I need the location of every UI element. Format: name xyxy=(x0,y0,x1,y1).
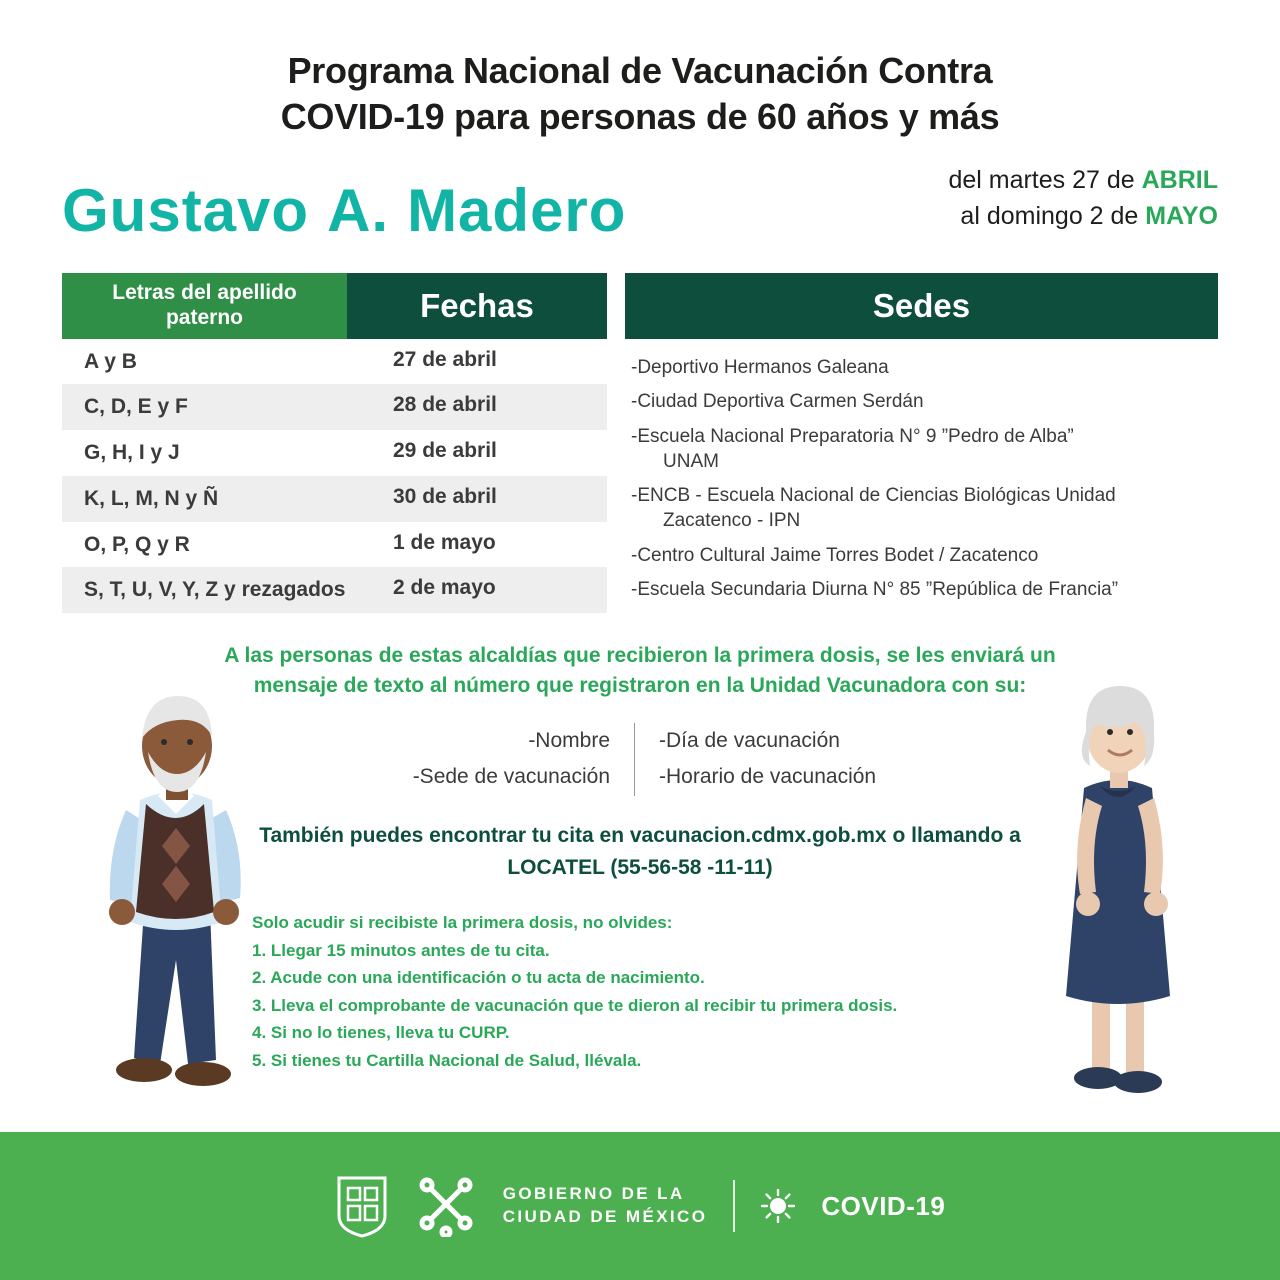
sede-main: -Centro Cultural Jaime Torres Bodet / Zacatenco xyxy=(631,544,1039,566)
sede-continuation: UNAM xyxy=(663,450,719,472)
table-row xyxy=(62,567,607,613)
page-title xyxy=(0,0,1280,140)
illustration-older-woman xyxy=(1008,658,1228,1128)
cell-letters: A y B xyxy=(84,349,137,373)
sms-field-sede: -Sede de vacunación xyxy=(412,765,610,789)
sede-main: -ENCB - Escuela Nacional de Ciencias Biológicas Unidad xyxy=(631,485,1116,507)
sede-main: -Escuela Nacional Preparatoria N° 9 ”Pedro de Alba” xyxy=(631,426,1074,448)
cell-letters: C, D, E y F xyxy=(84,395,188,419)
table-row xyxy=(62,476,607,522)
cell-date: 27 de abril xyxy=(393,347,497,371)
sedes-list xyxy=(625,339,1218,609)
covid-label: COVID-19 xyxy=(821,1190,946,1221)
rule-item: 1. Llegar 15 minutos antes de tu cita. xyxy=(252,940,550,960)
alcaldia-name xyxy=(62,176,627,244)
sedes-header-row xyxy=(625,273,1218,339)
column-header-letters: Letras del apellido paterno xyxy=(62,273,347,339)
footer-divider xyxy=(733,1180,735,1232)
date-line-2 xyxy=(948,198,1218,234)
schedule-tables xyxy=(0,241,1280,613)
alcaldia-word-1: Gustavo xyxy=(62,176,310,244)
cell-letters: O, P, Q y R xyxy=(84,532,190,556)
cell-date: 28 de abril xyxy=(393,393,497,417)
list-item xyxy=(631,479,1218,538)
alcaldia-word-3: Madero xyxy=(407,176,627,244)
date-line-2-month: MAYO xyxy=(1145,202,1218,231)
government-label xyxy=(503,1183,708,1229)
sede-main: -Deportivo Hermanos Galeana xyxy=(631,356,889,378)
rule-item: 5. Si tienes tu Cartilla Nacional de Salud, llévala. xyxy=(252,1050,642,1070)
cdmx-logo-icon xyxy=(415,1175,477,1237)
sedes-table xyxy=(625,273,1218,609)
column-header-sedes: Sedes xyxy=(625,273,1218,339)
gob-line-2: CIUDAD DE MÉXICO xyxy=(502,1207,708,1226)
title-line-1: Programa Nacional de Vacunación Contra xyxy=(287,50,993,91)
gob-line-1: GOBIERNO DE LA xyxy=(502,1184,685,1204)
date-line-1-month: ABRIL xyxy=(1141,166,1218,195)
cell-date: 30 de abril xyxy=(393,484,497,508)
list-item xyxy=(631,420,1218,479)
sms-field-dia: -Día de vacunación xyxy=(659,728,840,752)
cell-date: 1 de mayo xyxy=(393,530,496,554)
rules-intro: Solo acudir si recibiste la primera dosis, no olvides: xyxy=(252,913,673,933)
sms-fields-right xyxy=(635,723,935,797)
list-item xyxy=(631,539,1218,574)
table-row xyxy=(62,384,607,430)
cell-letters: K, L, M, N y Ñ xyxy=(84,486,219,510)
date-line-1 xyxy=(948,162,1218,198)
sms-fields-left xyxy=(345,723,635,797)
sms-field-nombre: -Nombre xyxy=(528,728,610,752)
cell-date: 29 de abril xyxy=(393,439,497,463)
table-row xyxy=(62,430,607,476)
sede-main: -Escuela Secundaria Diurna N° 85 ”República de Francia” xyxy=(631,579,1119,601)
rule-item: 3. Lleva el comprobante de vacunación que te dieron al recibir tu primera dosis. xyxy=(252,995,898,1015)
list-item xyxy=(631,351,1218,386)
alcaldia-row xyxy=(0,140,1280,244)
sede-main: -Ciudad Deportiva Carmen Serdán xyxy=(631,391,924,413)
date-line-2-prefix: al domingo 2 de xyxy=(960,202,1146,231)
sms-message: A las personas de estas alcaldías que recibieron la primera dosis, se les enviará un mensaje de texto al número que registraron en la Unidad Vacunadora con su: xyxy=(224,643,1056,697)
cdmx-shield-icon xyxy=(335,1174,389,1238)
cell-letters: S, T, U, V, Y, Z y rezagados xyxy=(84,578,346,602)
date-range xyxy=(948,162,1218,241)
table-row xyxy=(62,522,607,568)
letters-dates-table xyxy=(62,273,607,613)
date-line-1-prefix: del martes 27 de xyxy=(948,166,1142,195)
list-item xyxy=(631,385,1218,420)
cell-date: 2 de mayo xyxy=(393,576,496,600)
cell-letters: G, H, I y J xyxy=(84,441,180,465)
table-header-row xyxy=(62,273,607,339)
alcaldia-word-2: A. xyxy=(327,176,390,244)
sms-field-horario: -Horario de vacunación xyxy=(659,765,877,789)
title-line-2: COVID-19 para personas de 60 años y más xyxy=(280,96,1000,138)
footer-bar xyxy=(0,1132,1280,1280)
rule-item: 4. Si no lo tienes, lleva tu CURP. xyxy=(252,1023,510,1043)
cita-info: También puedes encontrar tu cita en vacunacion.cdmx.gob.mx o llamando a LOCATEL (55-56-58 -11-11) xyxy=(259,824,1021,879)
list-item xyxy=(631,573,1218,608)
column-header-dates: Fechas xyxy=(347,273,607,339)
virus-icon xyxy=(761,1189,795,1223)
table-row xyxy=(62,339,607,385)
sede-continuation: Zacatenco - IPN xyxy=(663,510,801,532)
rule-item: 2. Acude con una identificación o tu acta de nacimiento. xyxy=(252,968,705,988)
illustration-older-man xyxy=(48,660,298,1130)
